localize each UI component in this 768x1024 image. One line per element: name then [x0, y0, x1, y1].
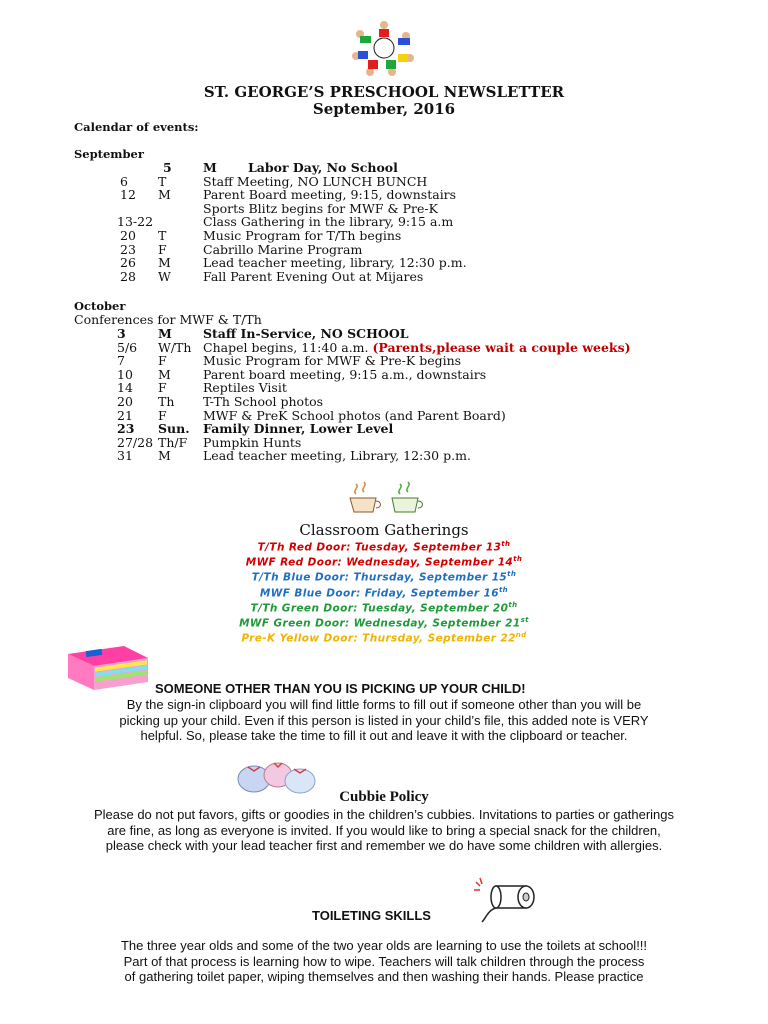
toileting-heading: TOILETING SKILLS [312, 908, 431, 923]
cubbie-line: please check with your lead teacher first and remember we do have some children with allergies. [105, 838, 663, 853]
coffee-cups-icon [348, 480, 424, 518]
event-weekday: F [158, 353, 167, 369]
cubbie-heading: Cubbie Policy [339, 789, 429, 805]
event-day: 27/28 [117, 434, 154, 450]
event-day: 20 [120, 228, 136, 243]
gathering-line [0, 601, 768, 615]
event-text: Lead teacher meeting, Library, 12:30 p.m. [203, 448, 471, 464]
october-label: October [74, 299, 126, 313]
event-text: Staff In-Service, NO SCHOOL [203, 326, 409, 341]
event-weekday: F [158, 407, 167, 423]
gathering-ordinal: th [513, 555, 523, 564]
event-day: 13-22 [117, 214, 154, 230]
gatherings-title: Classroom Gatherings [299, 521, 469, 539]
gathering-text: Pre-K Yellow Door: Thursday, September 22 [241, 632, 516, 645]
gathering-ordinal: nd [515, 631, 527, 640]
event-day: 23 [120, 241, 136, 257]
gathering-text: T/Th Red Door: Tuesday, September 13 [257, 541, 502, 554]
event-text: Family Dinner, Lower Level [203, 421, 394, 437]
event-weekday: M [203, 160, 217, 175]
event-day: 31 [117, 448, 133, 464]
parents-note: (Parents,please wait a couple weeks) [372, 339, 631, 355]
event-text: T-Th School photos [203, 394, 324, 409]
event-weekday: M [158, 326, 172, 341]
gathering-line [0, 570, 768, 584]
gathering-text: MWF Blue Door: Friday, September 16 [259, 587, 499, 600]
event-text: Fall Parent Evening Out at Mijares [203, 268, 424, 284]
event-text: Parent board meeting, 9:15 a.m., downstairs [203, 366, 487, 382]
event-text: Lead teacher meeting, library, 12:30 p.m. [203, 255, 467, 271]
event-day: 12 [120, 187, 136, 203]
event-text: Chapel begins, 11:40 a.m. (Parents,please wait a couple weeks) [203, 339, 631, 355]
event-text: Class Gathering in the library, 9:15 a.m [203, 214, 454, 230]
event-day: 20 [117, 394, 133, 409]
event-weekday: T [158, 228, 167, 243]
event-weekday: F [158, 241, 167, 257]
pickup-heading: SOMEONE OTHER THAN YOU IS PICKING UP YOUR CHILD! [155, 681, 526, 696]
event-weekday: M [158, 187, 171, 203]
event-weekday: T [158, 173, 167, 189]
pickup-line: helpful. So, please take the time to fill it out and leave it with the clipboard or teacher. [140, 728, 628, 743]
event-weekday: F [158, 380, 167, 396]
gathering-line [0, 555, 768, 569]
september-label: September [74, 147, 144, 161]
event-weekday: M [158, 366, 171, 382]
pickup-paragraph [40, 697, 728, 744]
gathering-ordinal: th [498, 585, 509, 594]
calendar-label: Calendar of events: [74, 120, 199, 134]
event-day: 26 [120, 255, 136, 271]
event-text: Music Program for MWF & Pre-K begins [203, 353, 462, 369]
event-text: Staff Meeting, NO LUNCH BUNCH [203, 173, 428, 189]
cubbie-line: are fine, as long as everyone is invited. If you would like to bring a special snack for the children, [107, 822, 661, 838]
event-weekday: M [158, 448, 171, 464]
pickup-line: By the sign-in clipboard you will find little forms to fill out if someone other than you will be [126, 697, 642, 712]
gathering-ordinal: th [501, 540, 511, 548]
gathering-text: MWF Green Door: Wednesday, September 21 [239, 617, 521, 630]
gathering-line [0, 540, 768, 554]
event-text: Labor Day, No School [248, 160, 398, 175]
event-day: 28 [120, 268, 136, 284]
event-text: Sports Blitz begins for MWF & Pre-K [203, 200, 438, 216]
event-day: 7 [117, 353, 125, 369]
event-day: 23 [117, 421, 135, 437]
toilet-paper-icon [472, 876, 544, 924]
event-day: 5/6 [117, 339, 138, 355]
gathering-text: T/Th Green Door: Tuesday, September 20 [250, 602, 509, 615]
event-text: Music Program for T/Th begins [203, 228, 402, 243]
event-text: Cabrillo Marine Program [203, 241, 363, 257]
event-day: 10 [117, 366, 133, 382]
pickup-line: picking up your child. Even if this person is listed in your child’s file, this added note is VERY [119, 712, 649, 728]
newsletter-title: ST. GEORGE’S PRESCHOOL NEWSLETTER [203, 83, 565, 101]
gathering-line [0, 631, 768, 645]
event-weekday: Th [158, 394, 175, 409]
event-text: Pumpkin Hunts [203, 434, 302, 450]
event-weekday: W [158, 268, 171, 284]
gathering-ordinal: th [508, 600, 518, 609]
sticky-notes-icon [64, 644, 150, 692]
gathering-text: MWF Red Door: Wednesday, September 14 [245, 556, 514, 569]
cubbie-line: Please do not put favors, gifts or goodies in the children’s cubbies. Invitations to parties or gatherings [93, 807, 675, 822]
toileting-line: of gathering toilet paper, wiping themselves and then washing their hands. Please practice [124, 969, 644, 984]
event-weekday: M [158, 255, 171, 271]
cubbie-paragraph [30, 807, 738, 854]
gathering-ordinal: st [520, 616, 529, 624]
gathering-line [0, 586, 768, 600]
event-weekday: W/Th [158, 339, 192, 355]
event-text: Reptiles Visit [203, 380, 287, 396]
event-day: 21 [117, 407, 133, 423]
event-text: MWF & PreK School photos (and Parent Board) [203, 407, 506, 423]
children-circle-logo [346, 18, 422, 78]
event-weekday: Th/F [158, 434, 188, 450]
event-text: Parent Board meeting, 9:15, downstairs [203, 187, 457, 203]
newsletter-date: September, 2016 [312, 100, 456, 118]
gathering-text: T/Th Blue Door: Thursday, September 15 [251, 571, 508, 584]
toileting-line: Part of that process is learning how to wipe. Teachers will talk children through the process [123, 953, 645, 969]
gathering-ordinal: th [507, 570, 517, 579]
gathering-line [0, 616, 768, 630]
toileting-line: The three year olds and some of the two year olds are learning to use the toilets at school!!! [120, 938, 648, 953]
event-weekday: Sun. [158, 421, 190, 437]
event-day: 5 [163, 160, 172, 175]
event-day: 14 [117, 380, 133, 396]
toileting-paragraph [40, 938, 728, 985]
october-subtitle: Conferences for MWF & T/Th [74, 312, 262, 327]
event-day: 6 [120, 173, 128, 189]
event-day: 3 [117, 326, 126, 341]
